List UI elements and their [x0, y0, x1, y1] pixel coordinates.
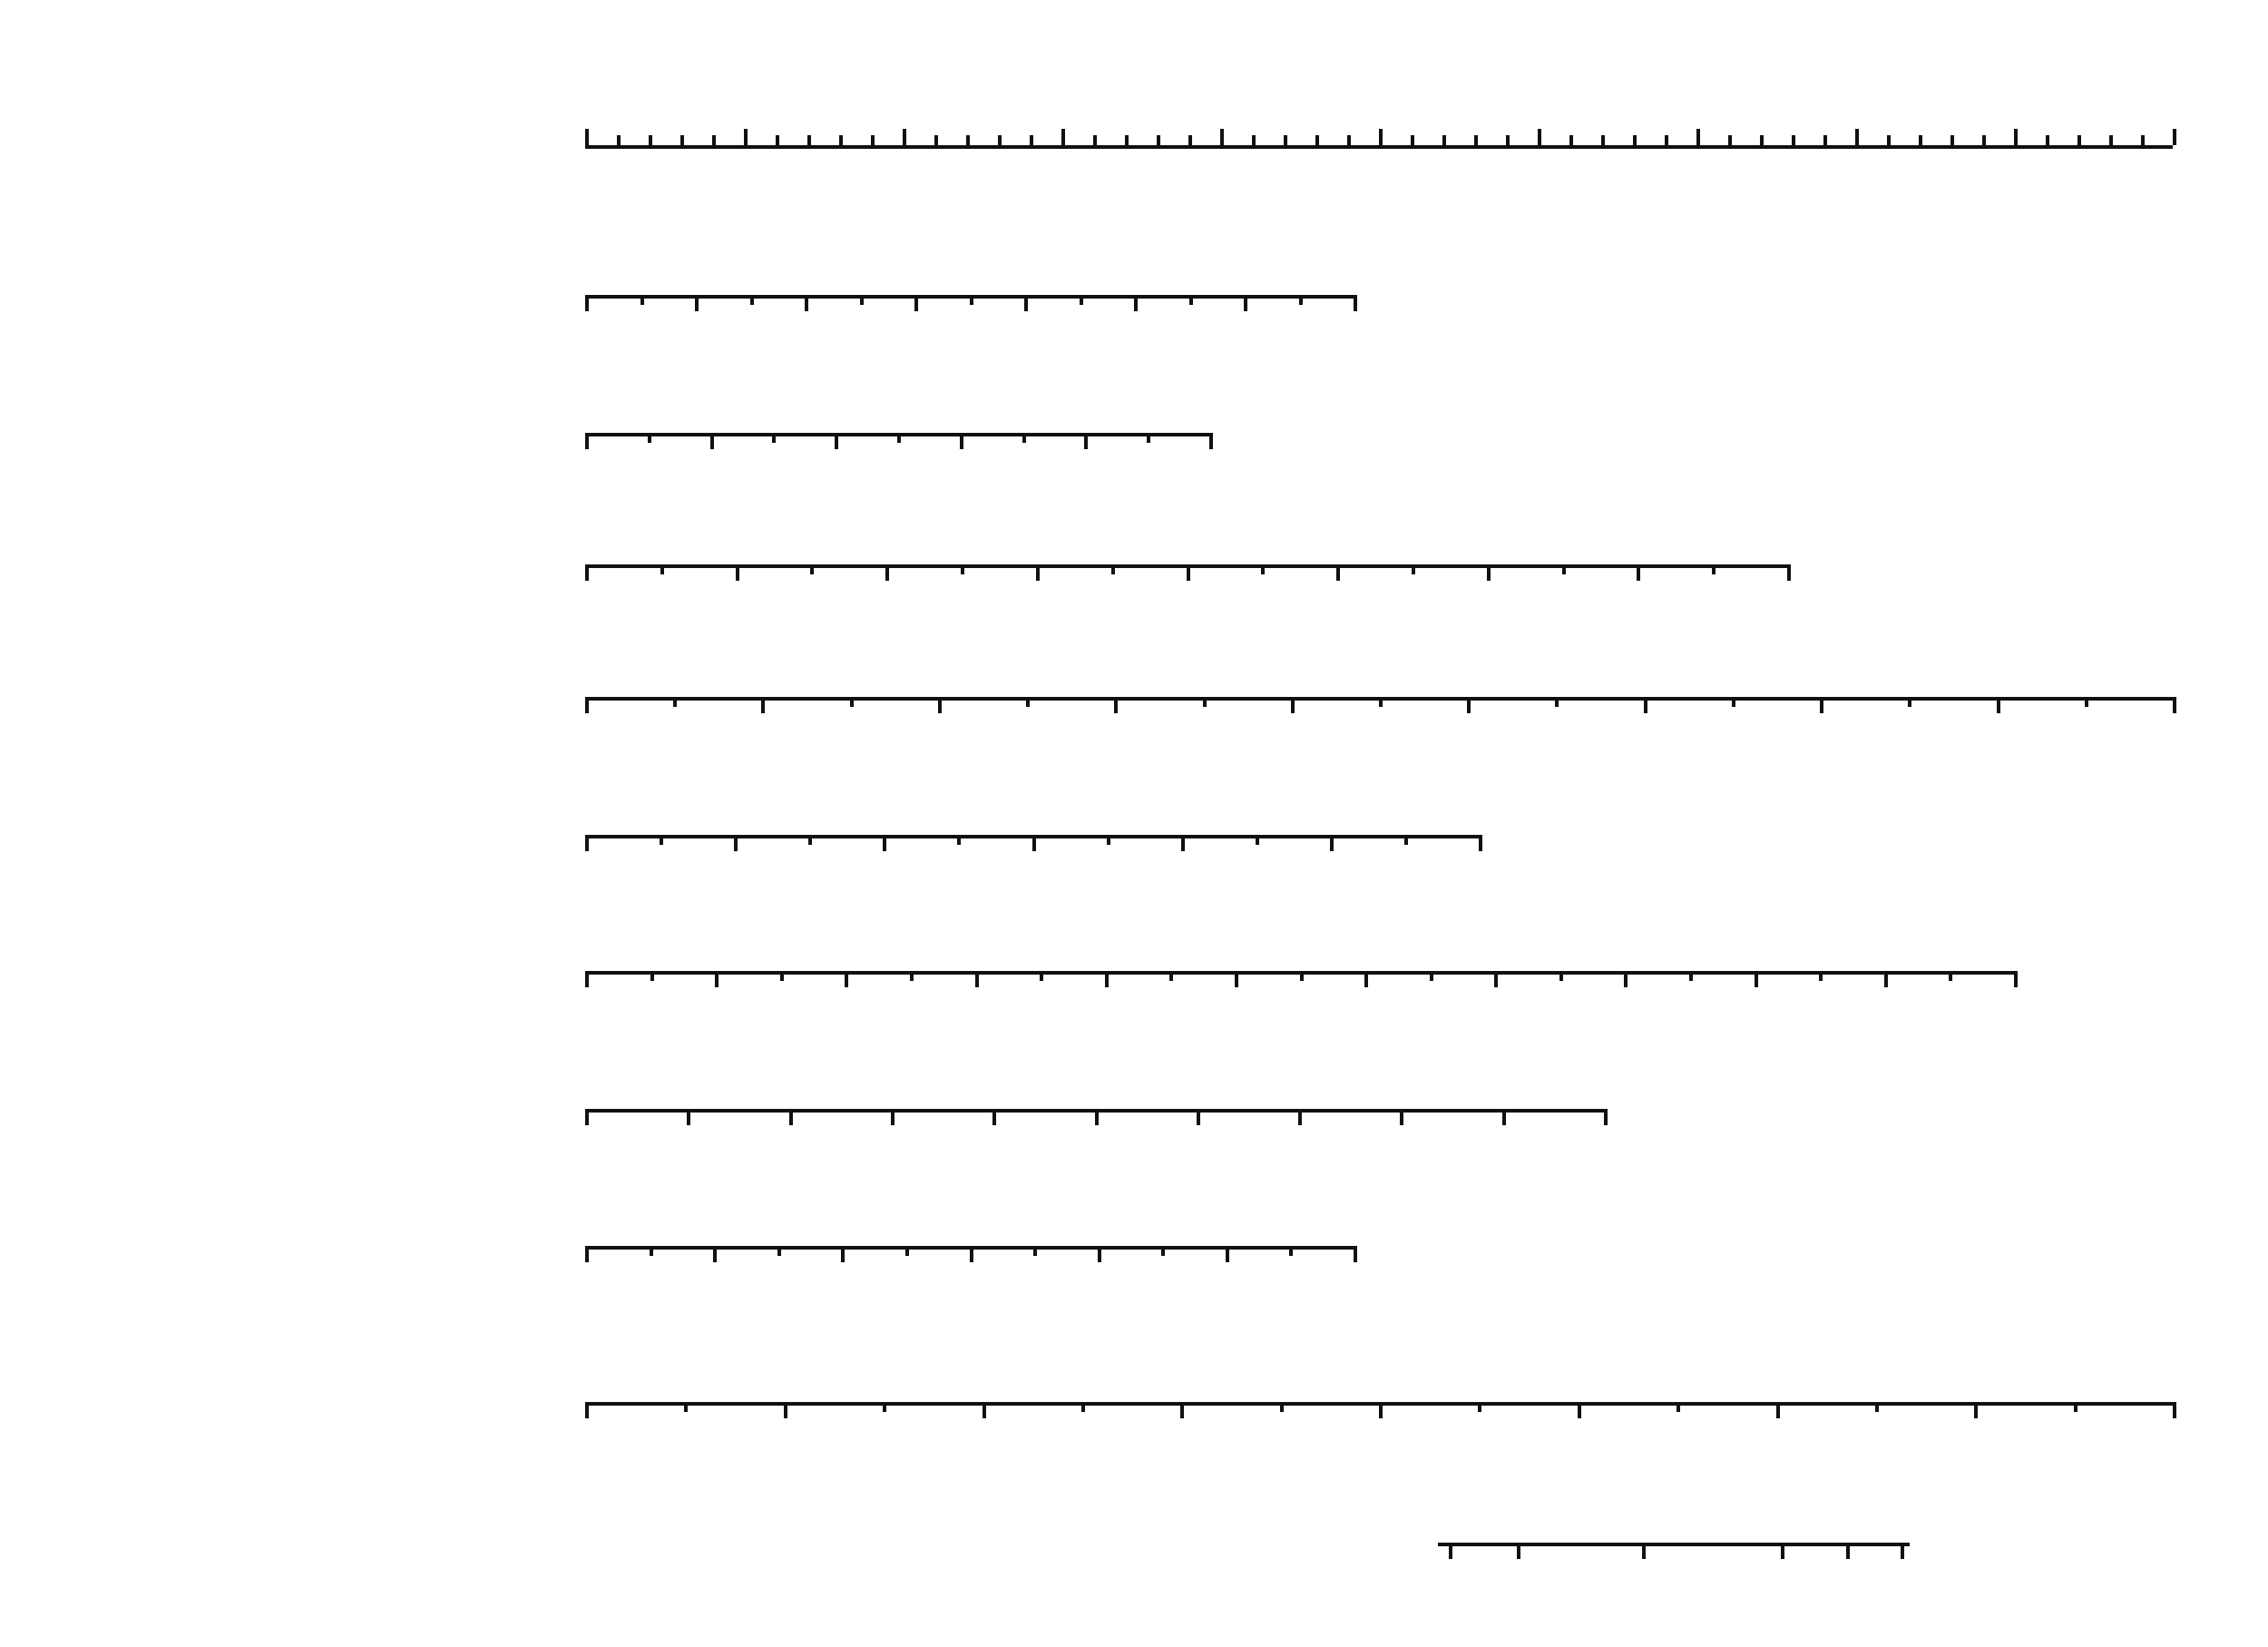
tick-minor-ldh-0-1	[648, 433, 651, 443]
tick-minor-points-8-4	[1982, 135, 1986, 145]
tick-major-hcy-5	[1235, 971, 1238, 987]
tick-major-total-points-7	[1974, 1402, 1978, 1418]
tick-major-hcy-0	[585, 971, 589, 987]
tick-major-total-points-6	[1776, 1402, 1780, 1418]
tick-major-glu-4	[992, 1109, 996, 1125]
tick-minor-alb-2-1	[860, 295, 864, 305]
tick-major-probability-0	[1449, 1543, 1452, 1559]
tick-major-hcy-6	[1364, 971, 1368, 987]
tick-major-points-1	[744, 129, 748, 145]
tick-minor-points-7-4	[1823, 135, 1827, 145]
tick-minor-tg-5-1	[1412, 564, 1415, 574]
tick-minor-chol-0-1	[673, 697, 677, 707]
tick-major-hcy-10	[1884, 971, 1888, 987]
tick-minor-height-4-1	[1161, 1246, 1165, 1256]
tick-major-alb-2	[805, 295, 808, 311]
tick-major-chol-7	[1820, 697, 1823, 713]
tick-major-chol-9	[2173, 697, 2176, 713]
tick-minor-ldh-1-1	[772, 433, 776, 443]
tick-major-tg-2	[885, 564, 889, 581]
tick-minor-bun-5-1	[1404, 835, 1408, 845]
tick-minor-hcy-0-1	[650, 971, 654, 981]
tick-major-bun-6	[1479, 835, 1482, 851]
tick-major-tg-4	[1187, 564, 1190, 581]
tick-major-tg-5	[1336, 564, 1340, 581]
tick-major-chol-2	[938, 697, 942, 713]
tick-minor-points-2-3	[998, 135, 1002, 145]
tick-minor-bun-4-1	[1256, 835, 1259, 845]
tick-minor-height-5-1	[1289, 1246, 1293, 1256]
tick-minor-chol-1-1	[850, 697, 854, 707]
tick-major-points-7	[1696, 129, 1700, 145]
tick-minor-points-6-4	[1665, 135, 1668, 145]
tick-minor-hcy-3-1	[1040, 971, 1043, 981]
tick-minor-alb-1-1	[750, 295, 754, 305]
tick-minor-chol-2-1	[1026, 697, 1030, 707]
tick-minor-hcy-6-1	[1430, 971, 1433, 981]
tick-major-total-points-4	[1379, 1402, 1383, 1418]
tick-minor-points-2-4	[1030, 135, 1033, 145]
tick-major-total-points-8	[2173, 1402, 2176, 1418]
tick-minor-alb-3-1	[970, 295, 973, 305]
tick-minor-points-3-2	[1125, 135, 1129, 145]
tick-major-tg-3	[1036, 564, 1040, 581]
tick-minor-points-0-2	[649, 135, 652, 145]
tick-minor-total-points-6-1	[1875, 1402, 1879, 1412]
tick-minor-tg-6-1	[1562, 564, 1566, 574]
tick-major-points-6	[1538, 129, 1541, 145]
tick-minor-points-5-3	[1474, 135, 1478, 145]
tick-minor-points-4-4	[1347, 135, 1351, 145]
tick-major-points-8	[1855, 129, 1859, 145]
tick-minor-points-4-1	[1252, 135, 1256, 145]
tick-major-chol-1	[761, 697, 765, 713]
tick-major-ldh-3	[960, 433, 963, 449]
tick-minor-points-1-1	[776, 135, 779, 145]
tick-minor-hcy-10-1	[1949, 971, 1952, 981]
tick-major-total-points-5	[1578, 1402, 1581, 1418]
tick-major-probability-2	[1642, 1543, 1646, 1559]
tick-major-points-3	[1061, 129, 1065, 145]
tick-major-alb-3	[914, 295, 918, 311]
tick-minor-chol-7-1	[1908, 697, 1911, 707]
tick-major-glu-7	[1298, 1109, 1302, 1125]
tick-minor-points-1-4	[871, 135, 875, 145]
tick-minor-chol-8-1	[2085, 697, 2088, 707]
tick-minor-bun-2-1	[957, 835, 961, 845]
tick-minor-hcy-7-1	[1559, 971, 1563, 981]
tick-minor-height-1-1	[777, 1246, 781, 1256]
tick-minor-hcy-1-1	[780, 971, 784, 981]
tick-major-chol-4	[1291, 697, 1295, 713]
tick-major-alb-5	[1134, 295, 1138, 311]
tick-major-height-5	[1226, 1246, 1229, 1262]
tick-major-glu-0	[585, 1109, 589, 1125]
tick-minor-ldh-4-1	[1147, 433, 1150, 443]
tick-major-height-4	[1098, 1246, 1101, 1262]
tick-minor-points-6-2	[1601, 135, 1605, 145]
tick-minor-points-6-3	[1633, 135, 1637, 145]
tick-major-tg-1	[736, 564, 739, 581]
tick-minor-points-5-2	[1442, 135, 1446, 145]
tick-major-tg-7	[1637, 564, 1640, 581]
tick-major-bun-1	[734, 835, 738, 851]
tick-minor-alb-4-1	[1080, 295, 1083, 305]
tick-major-probability-1	[1517, 1543, 1520, 1559]
tick-major-height-2	[841, 1246, 845, 1262]
tick-major-glu-9	[1502, 1109, 1506, 1125]
tick-major-points-2	[903, 129, 906, 145]
tick-minor-points-2-2	[966, 135, 970, 145]
tick-major-points-5	[1379, 129, 1383, 145]
tick-minor-points-8-3	[1950, 135, 1954, 145]
tick-minor-hcy-5-1	[1300, 971, 1304, 981]
tick-minor-height-2-1	[905, 1246, 909, 1256]
tick-major-hcy-9	[1755, 971, 1758, 987]
tick-major-hcy-1	[715, 971, 719, 987]
tick-major-hcy-3	[975, 971, 979, 987]
tick-major-points-4	[1220, 129, 1224, 145]
tick-major-total-points-0	[585, 1402, 589, 1418]
tick-minor-bun-1-1	[808, 835, 812, 845]
tick-major-height-1	[713, 1246, 717, 1262]
tick-major-bun-5	[1330, 835, 1334, 851]
tick-major-probability-3	[1781, 1543, 1784, 1559]
tick-minor-chol-3-1	[1203, 697, 1207, 707]
tick-minor-alb-6-1	[1299, 295, 1303, 305]
tick-minor-points-2-1	[934, 135, 938, 145]
tick-major-height-6	[1354, 1246, 1357, 1262]
tick-minor-tg-4-1	[1261, 564, 1265, 574]
tick-major-glu-10	[1604, 1109, 1608, 1125]
tick-major-bun-3	[1032, 835, 1036, 851]
tick-minor-points-7-2	[1760, 135, 1764, 145]
tick-major-ldh-0	[585, 433, 589, 449]
tick-minor-chol-5-1	[1555, 697, 1559, 707]
tick-major-hcy-4	[1105, 971, 1109, 987]
tick-major-probability-5	[1901, 1543, 1904, 1559]
tick-minor-points-4-2	[1284, 135, 1287, 145]
tick-major-hcy-8	[1624, 971, 1628, 987]
tick-minor-hcy-2-1	[910, 971, 914, 981]
tick-major-total-points-1	[784, 1402, 787, 1418]
tick-minor-bun-3-1	[1107, 835, 1110, 845]
tick-major-glu-5	[1095, 1109, 1099, 1125]
tick-major-points-9	[2014, 129, 2018, 145]
tick-minor-hcy-8-1	[1689, 971, 1693, 981]
tick-major-hcy-11	[2014, 971, 2018, 987]
tick-minor-total-points-3-1	[1280, 1402, 1284, 1412]
tick-minor-bun-0-1	[660, 835, 663, 845]
tick-minor-total-points-2-1	[1081, 1402, 1085, 1412]
tick-major-glu-2	[789, 1109, 793, 1125]
tick-minor-points-3-3	[1157, 135, 1160, 145]
tick-minor-chol-6-1	[1732, 697, 1735, 707]
tick-minor-points-0-1	[617, 135, 621, 145]
axis-line-points	[585, 145, 2173, 149]
tick-minor-height-0-1	[650, 1246, 653, 1256]
tick-minor-points-9-4	[2141, 135, 2145, 145]
tick-major-glu-1	[687, 1109, 690, 1125]
tick-major-alb-1	[695, 295, 699, 311]
tick-minor-points-7-1	[1728, 135, 1732, 145]
tick-minor-total-points-1-1	[883, 1402, 886, 1412]
tick-major-bun-4	[1181, 835, 1185, 851]
tick-major-alb-4	[1024, 295, 1028, 311]
tick-major-ldh-4	[1084, 433, 1088, 449]
tick-major-points-10	[2173, 129, 2176, 145]
tick-minor-total-points-7-1	[2074, 1402, 2077, 1412]
tick-major-chol-8	[1997, 697, 2000, 713]
tick-minor-points-6-1	[1569, 135, 1573, 145]
tick-major-ldh-5	[1209, 433, 1213, 449]
tick-minor-points-3-4	[1188, 135, 1192, 145]
tick-minor-tg-1-1	[810, 564, 814, 574]
tick-minor-points-0-4	[712, 135, 716, 145]
tick-minor-total-points-0-1	[684, 1402, 688, 1412]
tick-major-alb-0	[585, 295, 589, 311]
tick-major-bun-0	[585, 835, 589, 851]
tick-major-glu-6	[1197, 1109, 1200, 1125]
tick-major-tg-0	[585, 564, 589, 581]
tick-minor-alb-5-1	[1189, 295, 1193, 305]
axis-line-probability	[1438, 1543, 1910, 1546]
tick-major-points-0	[585, 129, 589, 145]
tick-minor-points-5-1	[1411, 135, 1414, 145]
tick-minor-tg-7-1	[1712, 564, 1716, 574]
tick-minor-points-8-1	[1887, 135, 1891, 145]
tick-minor-tg-0-1	[660, 564, 664, 574]
tick-major-ldh-1	[710, 433, 714, 449]
tick-major-glu-8	[1400, 1109, 1403, 1125]
tick-major-chol-3	[1114, 697, 1118, 713]
tick-major-chol-6	[1644, 697, 1647, 713]
tick-major-glu-3	[891, 1109, 894, 1125]
tick-major-hcy-2	[845, 971, 848, 987]
tick-major-alb-7	[1354, 295, 1357, 311]
tick-minor-tg-2-1	[961, 564, 964, 574]
tick-major-probability-4	[1846, 1543, 1850, 1559]
tick-major-tg-6	[1487, 564, 1491, 581]
tick-minor-points-3-1	[1093, 135, 1097, 145]
tick-major-alb-6	[1244, 295, 1247, 311]
tick-major-height-3	[970, 1246, 973, 1262]
tick-major-hcy-7	[1494, 971, 1498, 987]
tick-minor-points-8-2	[1919, 135, 1922, 145]
tick-major-total-points-2	[982, 1402, 986, 1418]
tick-minor-points-1-2	[807, 135, 811, 145]
tick-minor-points-9-3	[2109, 135, 2113, 145]
tick-minor-points-1-3	[839, 135, 843, 145]
tick-minor-alb-0-1	[640, 295, 644, 305]
tick-minor-tg-3-1	[1111, 564, 1115, 574]
tick-minor-points-5-4	[1506, 135, 1510, 145]
tick-minor-hcy-9-1	[1819, 971, 1823, 981]
tick-minor-points-9-2	[2077, 135, 2081, 145]
tick-minor-height-3-1	[1033, 1246, 1037, 1256]
tick-minor-chol-4-1	[1379, 697, 1383, 707]
tick-minor-points-4-3	[1315, 135, 1319, 145]
tick-major-ldh-2	[835, 433, 838, 449]
tick-minor-ldh-3-1	[1022, 433, 1026, 443]
tick-minor-ldh-2-1	[897, 433, 901, 443]
tick-minor-points-9-1	[2046, 135, 2049, 145]
tick-major-total-points-3	[1180, 1402, 1184, 1418]
tick-major-bun-2	[883, 835, 886, 851]
tick-major-chol-5	[1467, 697, 1471, 713]
tick-minor-hcy-4-1	[1169, 971, 1173, 981]
tick-major-chol-0	[585, 697, 589, 713]
tick-major-tg-8	[1787, 564, 1791, 581]
tick-major-height-0	[585, 1246, 589, 1262]
tick-minor-total-points-4-1	[1478, 1402, 1481, 1412]
tick-minor-total-points-5-1	[1677, 1402, 1680, 1412]
tick-minor-points-7-3	[1792, 135, 1795, 145]
tick-minor-points-0-3	[680, 135, 684, 145]
